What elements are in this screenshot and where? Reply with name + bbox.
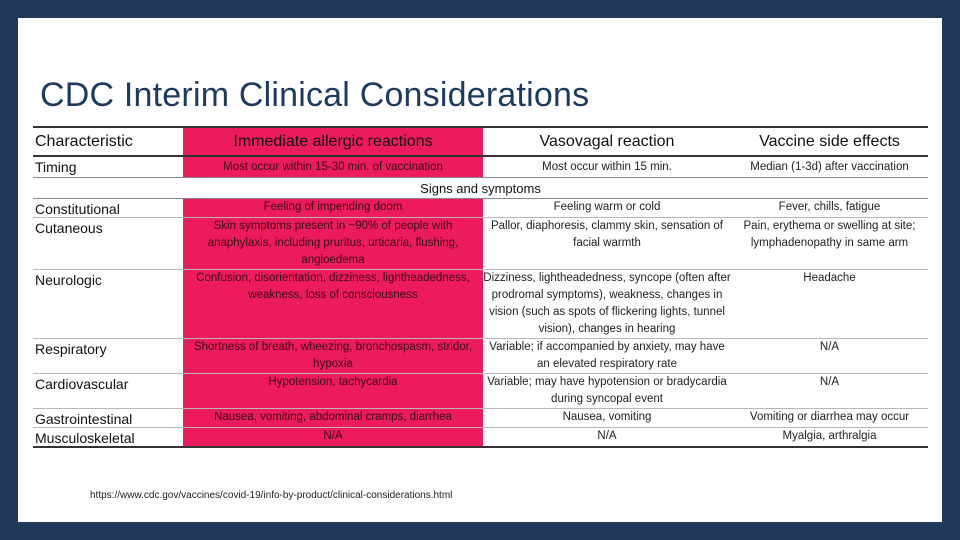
cell-side-effects: Myalgia, arthralgia: [731, 428, 928, 448]
row-label: Cardiovascular: [33, 374, 183, 409]
cell-allergic: Confusion, disorientation, dizziness, lightheadedness, weakness, loss of consciousness: [183, 270, 483, 339]
cell-side-effects: N/A: [731, 374, 928, 409]
cell-side-effects: Vomiting or diarrhea may occur: [731, 409, 928, 428]
header-characteristic: Characteristic: [33, 127, 183, 156]
table-row: [33, 270, 928, 339]
cell-allergic: N/A: [183, 428, 483, 448]
cell-vasovagal: Dizziness, lightheadedness, syncope (often after prodromal symptoms), weakness, changes in vision (such as spots of flickering lights, tunnel vision), changes in hearing: [483, 270, 731, 339]
cell-allergic: Hypotension, tachycardia: [183, 374, 483, 409]
cell-allergic: Shortness of breath, wheezing, bronchospasm, stridor, hypoxia: [183, 339, 483, 374]
source-link[interactable]: https://www.cdc.gov/vaccines/covid-19/info-by-product/clinical-considerations.html: [90, 490, 453, 501]
timing-side-effects: Median (1-3d) after vaccination: [731, 156, 928, 178]
header-vasovagal: Vasovagal reaction: [483, 127, 731, 156]
row-label: Gastrointestinal: [33, 409, 183, 428]
table-row: [33, 428, 928, 448]
timing-vasovagal: Most occur within 15 min.: [483, 156, 731, 178]
cell-vasovagal: Variable; may have hypotension or bradycardia during syncopal event: [483, 374, 731, 409]
considerations-table: [33, 126, 928, 448]
table-row: [33, 199, 928, 218]
header-side-effects: Vaccine side effects: [731, 127, 928, 156]
row-label: Neurologic: [33, 270, 183, 339]
cell-side-effects: N/A: [731, 339, 928, 374]
slide: [18, 18, 942, 522]
cell-side-effects: Fever, chills, fatigue: [731, 199, 928, 218]
table-row: [33, 409, 928, 428]
row-label: Cutaneous: [33, 218, 183, 270]
cell-vasovagal: Pallor, diaphoresis, clammy skin, sensation of facial warmth: [483, 218, 731, 270]
signs-header-row: [33, 178, 928, 199]
signs-header: Signs and symptoms: [33, 178, 928, 199]
row-label: Musculoskeletal: [33, 428, 183, 448]
cell-vasovagal: Variable; if accompanied by anxiety, may have an elevated respiratory rate: [483, 339, 731, 374]
slide-title: CDC Interim Clinical Considerations: [40, 76, 590, 114]
table-row: [33, 374, 928, 409]
header-allergic: Immediate allergic reactions: [183, 127, 483, 156]
timing-row: [33, 156, 928, 178]
cell-side-effects: Headache: [731, 270, 928, 339]
table-row: [33, 218, 928, 270]
cell-vasovagal: N/A: [483, 428, 731, 448]
row-label: Respiratory: [33, 339, 183, 374]
cell-vasovagal: Nausea, vomiting: [483, 409, 731, 428]
timing-label: Timing: [33, 156, 183, 178]
table-row: [33, 339, 928, 374]
cell-allergic: Feeling of impending doom: [183, 199, 483, 218]
cell-vasovagal: Feeling warm or cold: [483, 199, 731, 218]
cell-allergic: Nausea, vomiting, abdominal cramps, diarrhea: [183, 409, 483, 428]
timing-allergic: Most occur within 15-30 min. of vaccination: [183, 156, 483, 178]
cell-allergic: Skin symptoms present in ~90% of people with anaphylaxis, including pruritus, urticaria, flushing, angioedema: [183, 218, 483, 270]
table-header-row: [33, 127, 928, 156]
cell-side-effects: Pain, erythema or swelling at site; lymphadenopathy in same arm: [731, 218, 928, 270]
row-label: Constitutional: [33, 199, 183, 218]
